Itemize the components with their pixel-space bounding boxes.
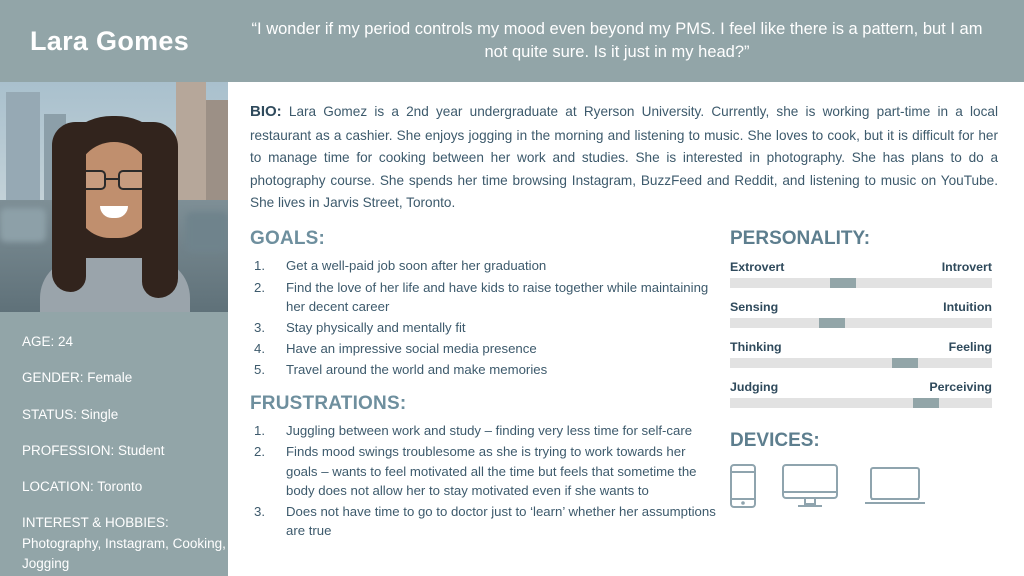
persona-quote: “I wonder if my period controls my mood even beyond my PMS. I feel like there is a pattern, but I am not quite sure. Is it just in my head?” [251, 19, 983, 61]
phone-icon [730, 464, 756, 513]
content-columns [250, 228, 998, 542]
devices-title: DEVICES: [730, 430, 820, 452]
list-item: Travel around the world and make memories [286, 362, 548, 378]
list-item: Find the love of her life and have kids to raise together while maintaining her decent career [286, 279, 709, 314]
profile-status: STATUS: Single [22, 406, 119, 422]
photo-building [206, 100, 228, 212]
trait-judging-perceiving [730, 380, 992, 408]
avatar [0, 82, 228, 312]
list-item: Get a well-paid job soon after her graduation [286, 258, 547, 274]
trait-left-label: Judging [730, 380, 779, 395]
page-title: Lara Gomes [30, 25, 190, 56]
trait-slider[interactable] [730, 398, 992, 408]
list-item: Does not have time to go to doctor just to ‘learn’ whether her assumptions are true [286, 503, 716, 538]
frustrations-block [250, 393, 718, 540]
photo-blur [0, 208, 46, 242]
trait-right-label: Intuition [943, 300, 992, 315]
bio-label: BIO: [250, 103, 282, 120]
photo-hair-strand [52, 122, 86, 292]
profile-sidebar [0, 82, 228, 576]
list-item: Finds mood swings troublesome as she is trying to work towards her goals – wants to feel motivated all the time but feels that sometime the body does not allow her to stay motivated even if she wants to [286, 444, 697, 498]
glasses-bridge [106, 178, 118, 180]
bio-block [250, 100, 998, 214]
trait-extrovert-introvert [730, 260, 992, 288]
list-item: Stay physically and mentally fit [286, 319, 466, 335]
trait-right-label: Feeling [948, 340, 992, 355]
trait-knob[interactable] [913, 398, 939, 408]
trait-left-label: Sensing [730, 300, 779, 315]
trait-knob[interactable] [830, 278, 856, 288]
photo-blur [186, 212, 228, 252]
trait-slider[interactable] [730, 318, 992, 328]
laptop-icon [864, 464, 926, 513]
bio-text: Lara Gomez is a 2nd year undergraduate at Ryerson University. Currently, she is working part-time in a local restaurant as a cashier. She enjoys jogging in the morning and listening to music. She loves to cook, but it is difficult for her to manage time for cooking between her work and studies. She is interested in photography. She has plans to do a photography course. She spends her time browsing Instagram, BuzzFeed and Reddit, and listening to music on YouTube. She lives in Jarvis Street, Toronto. [250, 104, 998, 211]
trait-slider[interactable] [730, 278, 992, 288]
trait-slider[interactable] [730, 358, 992, 368]
devices-list [730, 464, 992, 513]
trait-thinking-feeling [730, 340, 992, 368]
goals-list [250, 256, 718, 379]
trait-left-label: Extrovert [730, 260, 785, 275]
profile-gender: GENDER: Female [22, 370, 133, 386]
profile-info [0, 312, 228, 574]
photo-building [176, 82, 206, 210]
goals-frustrations-column [250, 228, 730, 542]
trait-sensing-intuition [730, 300, 992, 328]
main-content [228, 82, 1024, 576]
profile-location: LOCATION: Toronto [22, 479, 143, 494]
trait-right-label: Perceiving [929, 380, 992, 395]
frustrations-list [250, 421, 718, 540]
list-item: Juggling between work and study – finding very less time for self-care [286, 423, 693, 439]
photo-building [6, 92, 40, 202]
desktop-icon [782, 464, 838, 513]
trait-right-label: Introvert [941, 260, 992, 275]
photo-hair-strand [142, 122, 178, 298]
frustrations-title: FRUSTRATIONS: [250, 393, 407, 415]
profile-interests [22, 513, 228, 574]
goals-title: GOALS: [250, 228, 326, 250]
profile-interests-value: Photography, Instagram, Cooking, Jogging [22, 535, 226, 571]
header [0, 0, 1024, 82]
trait-left-label: Thinking [730, 340, 782, 355]
profile-age: AGE: 24 [22, 334, 74, 349]
photo-face [76, 142, 152, 238]
personality-devices-column [730, 228, 992, 542]
profile-profession: PROFESSION: Student [22, 442, 165, 458]
profile-interests-label: INTEREST & HOBBIES: [22, 515, 169, 531]
trait-knob[interactable] [892, 358, 918, 368]
trait-knob[interactable] [819, 318, 845, 328]
list-item: Have an impressive social media presence [286, 341, 537, 356]
personality-title: PERSONALITY: [730, 228, 871, 250]
